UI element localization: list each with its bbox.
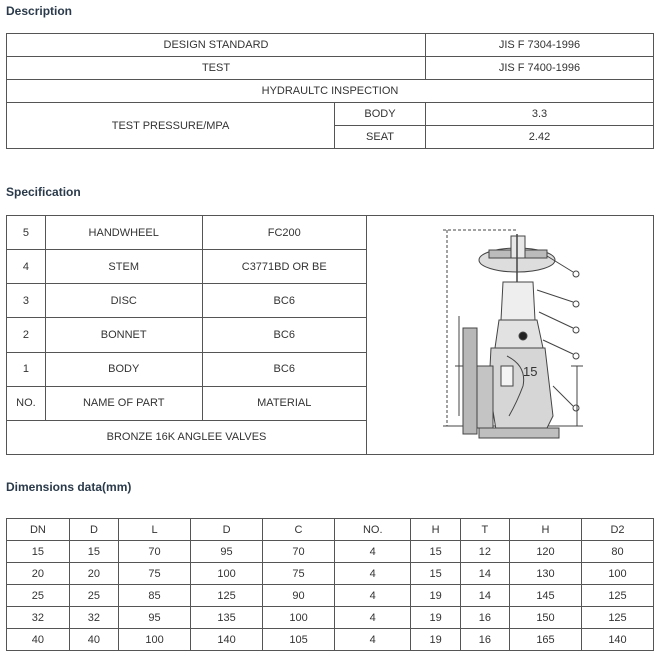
table-cell: 140 [581, 629, 653, 651]
description-heading: Description [6, 4, 73, 18]
table-cell: 135 [191, 607, 263, 629]
table-cell: 4 [335, 563, 411, 585]
table-cell: 15 [7, 541, 70, 563]
table-cell: 16 [460, 629, 509, 651]
table-cell: 130 [510, 563, 582, 585]
column-header: D [191, 519, 263, 541]
part-no: 1 [7, 352, 46, 386]
table-cell: 14 [460, 563, 509, 585]
specification-heading: Specification [6, 185, 81, 199]
description-table [6, 33, 654, 149]
design-standard-value: JIS F 7304-1996 [426, 34, 654, 57]
table-cell: 95 [119, 607, 191, 629]
table-cell: 70 [119, 541, 191, 563]
design-standard-label: DESIGN STANDARD [7, 34, 426, 57]
part-name: HANDWHEEL [45, 216, 202, 250]
part-no: 4 [7, 250, 46, 284]
inspection-label: HYDRAULTC INSPECTION [7, 80, 654, 103]
pressure-seat-value: 2.42 [426, 126, 654, 149]
table-cell: 165 [510, 629, 582, 651]
table-cell: 150 [510, 607, 582, 629]
column-header: C [263, 519, 335, 541]
part-no: 3 [7, 284, 46, 318]
valve-drawing-cell [367, 216, 654, 455]
table-row [7, 216, 654, 250]
table-cell: 85 [119, 585, 191, 607]
part-name: BODY [45, 352, 202, 386]
part-name: DISC [45, 284, 202, 318]
valve-cross-section-drawing [367, 216, 653, 451]
column-header: DN [7, 519, 70, 541]
part-no: 5 [7, 216, 46, 250]
column-header: T [460, 519, 509, 541]
table-cell: 15 [411, 563, 460, 585]
column-header: H [510, 519, 582, 541]
table-header-row [7, 519, 654, 541]
table-cell: 20 [7, 563, 70, 585]
column-header: D2 [581, 519, 653, 541]
specification-table [6, 215, 654, 455]
table-row [7, 34, 654, 57]
table-cell: 19 [411, 607, 460, 629]
table-row [7, 585, 654, 607]
table-cell: 75 [119, 563, 191, 585]
table-cell: 100 [581, 563, 653, 585]
part-no: 2 [7, 318, 46, 352]
table-cell: 4 [335, 585, 411, 607]
table-cell: 16 [460, 607, 509, 629]
table-cell: 125 [581, 607, 653, 629]
table-row [7, 563, 654, 585]
table-cell: 4 [335, 629, 411, 651]
table-cell: 32 [69, 607, 118, 629]
table-cell: 4 [335, 607, 411, 629]
part-material: FC200 [202, 216, 367, 250]
table-cell: 75 [263, 563, 335, 585]
table-cell: 15 [69, 541, 118, 563]
table-cell: 32 [7, 607, 70, 629]
part-material: BC6 [202, 352, 367, 386]
table-cell: 145 [510, 585, 582, 607]
table-cell: 19 [411, 585, 460, 607]
table-cell: 140 [191, 629, 263, 651]
table-cell: 25 [69, 585, 118, 607]
test-pressure-label: TEST PRESSURE/MPA [7, 103, 335, 149]
table-cell: 95 [191, 541, 263, 563]
table-row [7, 629, 654, 651]
table-cell: 19 [411, 629, 460, 651]
table-cell: 20 [69, 563, 118, 585]
table-cell: 12 [460, 541, 509, 563]
table-cell: 40 [69, 629, 118, 651]
table-cell: 4 [335, 541, 411, 563]
table-cell: 90 [263, 585, 335, 607]
table-cell: 25 [7, 585, 70, 607]
part-material: BC6 [202, 284, 367, 318]
header-material: MATERIAL [202, 386, 367, 420]
column-header: H [411, 519, 460, 541]
table-cell: 105 [263, 629, 335, 651]
dimensions-heading: Dimensions data(mm) [6, 480, 132, 494]
table-row [7, 541, 654, 563]
column-header: L [119, 519, 191, 541]
part-material: BC6 [202, 318, 367, 352]
test-label: TEST [7, 57, 426, 80]
pressure-seat-label: SEAT [335, 126, 426, 149]
valve-type-footer: BRONZE 16K ANGLEE VALVES [7, 420, 367, 454]
column-header: D [69, 519, 118, 541]
pressure-body-label: BODY [335, 103, 426, 126]
header-name: NAME OF PART [45, 386, 202, 420]
table-cell: 125 [581, 585, 653, 607]
part-material: C3771BD OR BE [202, 250, 367, 284]
table-cell: 100 [119, 629, 191, 651]
table-row [7, 607, 654, 629]
table-cell: 100 [191, 563, 263, 585]
table-cell: 15 [411, 541, 460, 563]
header-no: NO. [7, 386, 46, 420]
table-cell: 100 [263, 607, 335, 629]
table-row [7, 57, 654, 80]
table-row [7, 103, 654, 126]
table-cell: 70 [263, 541, 335, 563]
dimensions-table [6, 518, 654, 651]
drawing-size-label: 15 [523, 364, 538, 379]
table-cell: 125 [191, 585, 263, 607]
table-cell: 80 [581, 541, 653, 563]
column-header: NO. [335, 519, 411, 541]
table-cell: 14 [460, 585, 509, 607]
table-cell: 120 [510, 541, 582, 563]
table-cell: 40 [7, 629, 70, 651]
table-row [7, 80, 654, 103]
test-value: JIS F 7400-1996 [426, 57, 654, 80]
pressure-body-value: 3.3 [426, 103, 654, 126]
part-name: STEM [45, 250, 202, 284]
part-name: BONNET [45, 318, 202, 352]
